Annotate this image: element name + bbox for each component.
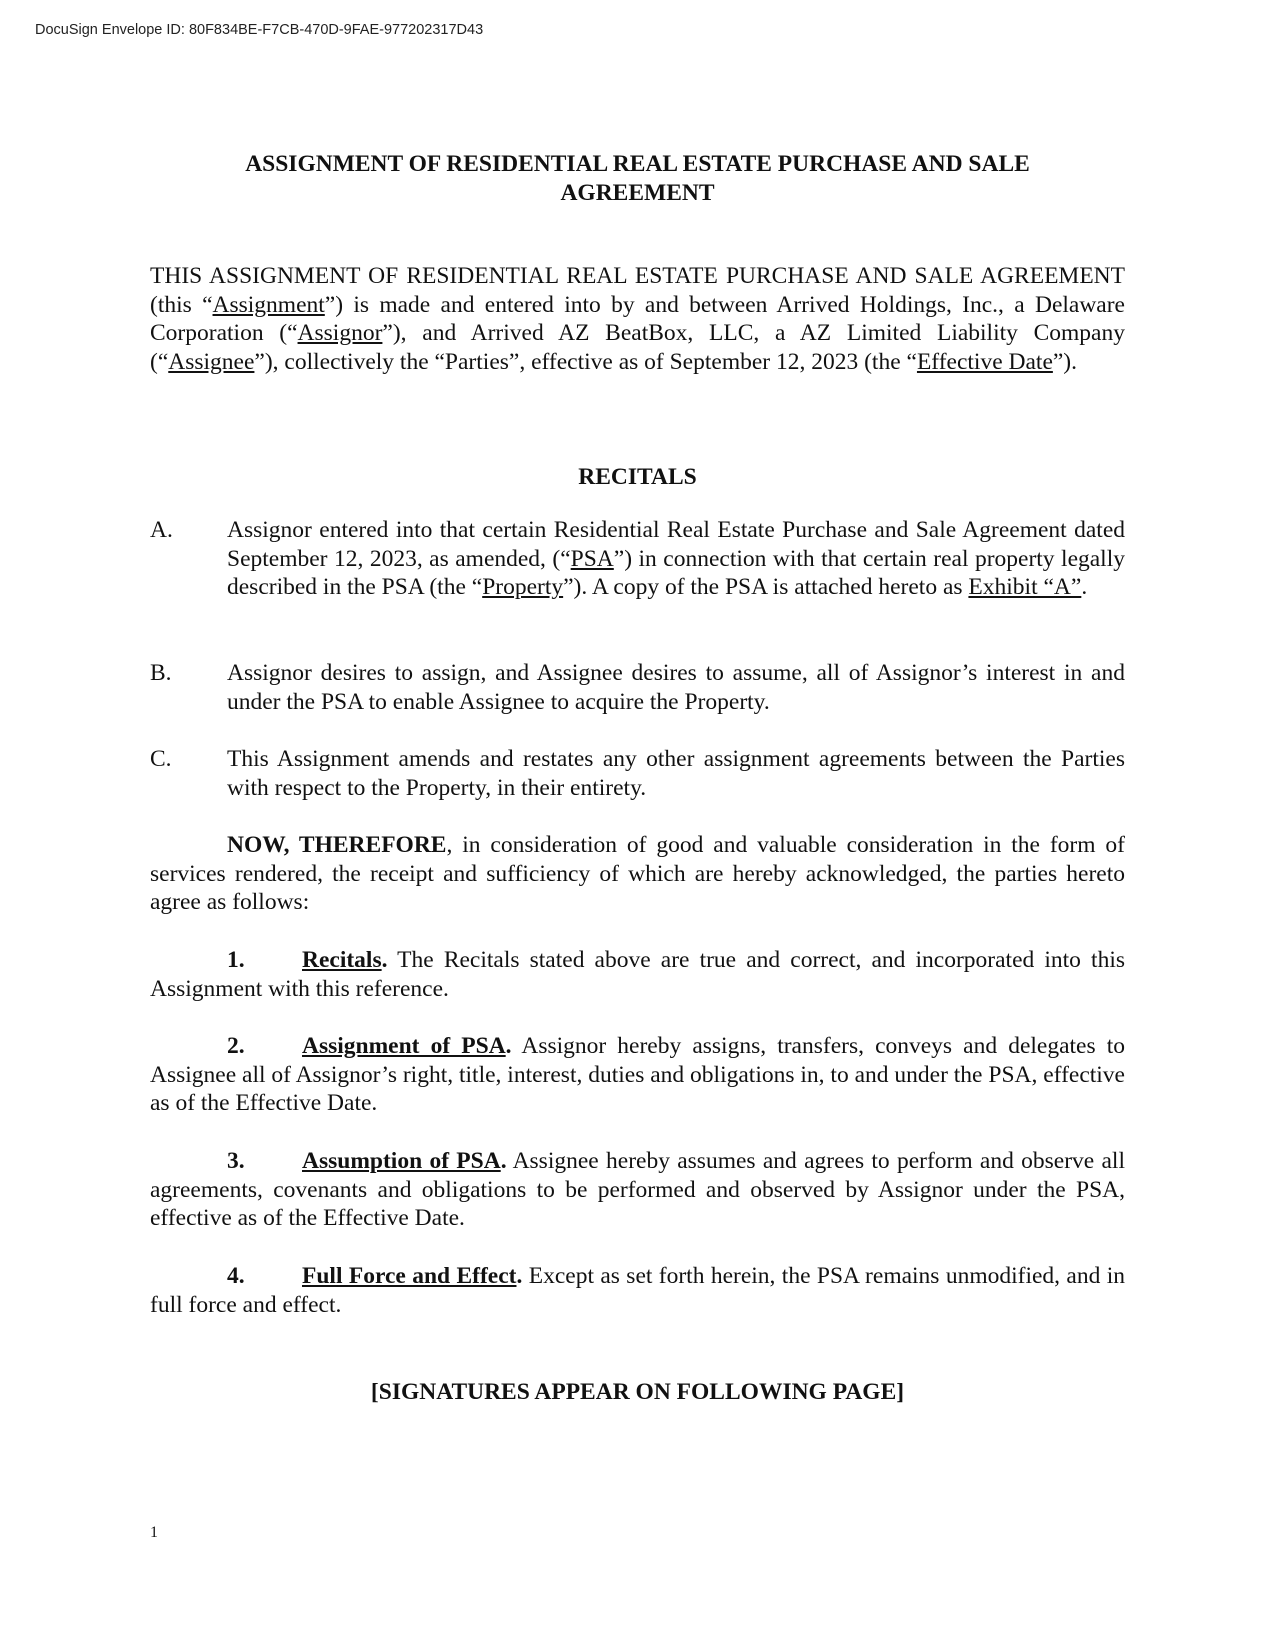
recital-c — [150, 745, 1125, 802]
defined-term-assignment: Assignment — [212, 291, 325, 318]
intro-text: ”), collectively the “Parties”, effective as of September 12, 2023 (the “ — [254, 348, 917, 375]
recital-text: Assignor desires to assign, and Assignee desires to assume, all of Assignor’s interest in and under the PSA to enable Assignee to acquire the Property. — [227, 660, 1125, 715]
intro-text: THIS ASSIGNMENT OF RESIDENTIAL REAL ESTATE PURCHASE AND SALE AGREEMENT (this “ — [150, 263, 1125, 318]
recital-a — [150, 516, 1125, 602]
defined-term-effective-date: Effective Date — [916, 348, 1053, 375]
signatures-notice — [150, 1378, 1125, 1407]
section-heading: Assignment of PSA — [302, 1033, 506, 1059]
recital-a-text: ”). A copy of the PSA is attached hereto as — [563, 574, 969, 601]
section-number: 1. — [227, 947, 245, 973]
envelope-id: DocuSign Envelope ID: 80F834BE-F7CB-470D-9FAE-977202317D43 — [35, 22, 484, 38]
section-number: 4. — [227, 1263, 245, 1289]
section-heading: Assumption of PSA — [302, 1148, 501, 1174]
section-heading: Recitals — [302, 947, 382, 973]
section-heading: Full Force and Effect — [302, 1263, 517, 1289]
section-2 — [150, 1032, 1125, 1118]
bracket-open: [ — [370, 1379, 379, 1405]
title-line-1: ASSIGNMENT OF RESIDENTIAL REAL ESTATE PURCHASE AND SALE — [245, 151, 1030, 177]
intro-text: ”) is made and entered into by and between Arrived Holdings, Inc., a Delaware Corporation (“ — [150, 291, 1125, 347]
page-number: 1 — [150, 1524, 158, 1541]
section-text: The Recitals stated above are true and correct, and incorporated into this Assignment with this reference. — [150, 947, 1125, 1002]
recital-letter: B. — [150, 660, 172, 686]
intro-text: ”), and Arrived AZ BeatBox, LLC, a AZ Limited Liability Company (“ — [150, 320, 1125, 375]
document-title — [150, 150, 1125, 208]
defined-term-assignor: Assignor — [297, 320, 383, 347]
recital-a-text: ”) in connection with that certain real property legally described in the PSA (the “ — [227, 545, 1125, 601]
defined-term-psa: PSA — [570, 545, 614, 572]
recital-b — [150, 659, 1125, 716]
section-4 — [150, 1262, 1125, 1319]
signatures-text: SIGNATURES APPEAR ON FOLLOWING PAGE — [378, 1379, 897, 1405]
recital-a-text: Assignor entered into that certain Residential Real Estate Purchase and Sale Agreement dated September 12, 2023, as amended, (“ — [227, 517, 1125, 572]
section-text: Assignee hereby assumes and agrees to perform and observe all agreements, covenants and obligations to be performed and observed by Assignor under the PSA, effective as of the Effective Date. — [150, 1148, 1125, 1232]
defined-term-assignee: Assignee — [168, 348, 255, 375]
section-heading-punct: . — [500, 1148, 507, 1174]
recital-text: This Assignment amends and restates any other assignment agreements between the Parties with respect to the Property, in their entirety. — [227, 746, 1125, 801]
section-text: Except as set forth herein, the PSA remains unmodified, and in full force and effect. — [150, 1263, 1125, 1318]
section-heading-punct: . — [505, 1033, 512, 1059]
title-line-2: AGREEMENT — [560, 180, 715, 206]
now-therefore-lead: NOW, THEREFORE — [227, 832, 447, 858]
recital-text — [227, 516, 1125, 602]
section-number: 2. — [227, 1033, 245, 1059]
recital-letter: C. — [150, 746, 172, 772]
intro-paragraph — [150, 262, 1125, 376]
recital-a-text: . — [1081, 574, 1088, 601]
section-heading-punct: . — [516, 1263, 523, 1289]
defined-term-property: Property — [482, 574, 564, 601]
now-therefore-paragraph — [150, 831, 1125, 917]
section-heading-punct: . — [381, 947, 388, 973]
section-1 — [150, 946, 1125, 1003]
section-text: Assignor hereby assigns, transfers, conveys and delegates to Assignee all of Assignor’s right, title, interest, duties and obligations in, to and under the PSA, effective as of the Effective Date. — [150, 1033, 1125, 1117]
exhibit-a-reference: Exhibit “A” — [968, 574, 1082, 601]
recitals-heading: RECITALS — [578, 464, 697, 490]
section-number: 3. — [227, 1148, 245, 1174]
recital-letter: A. — [150, 517, 173, 543]
intro-text: ”). — [1052, 348, 1078, 375]
now-therefore-text: , in consideration of good and valuable consideration in the form of services rendered, the receipt and sufficiency of which are hereby acknowledged, the parties hereto agree as follows: — [150, 832, 1125, 916]
section-3 — [150, 1147, 1125, 1233]
bracket-close: ] — [896, 1379, 905, 1405]
